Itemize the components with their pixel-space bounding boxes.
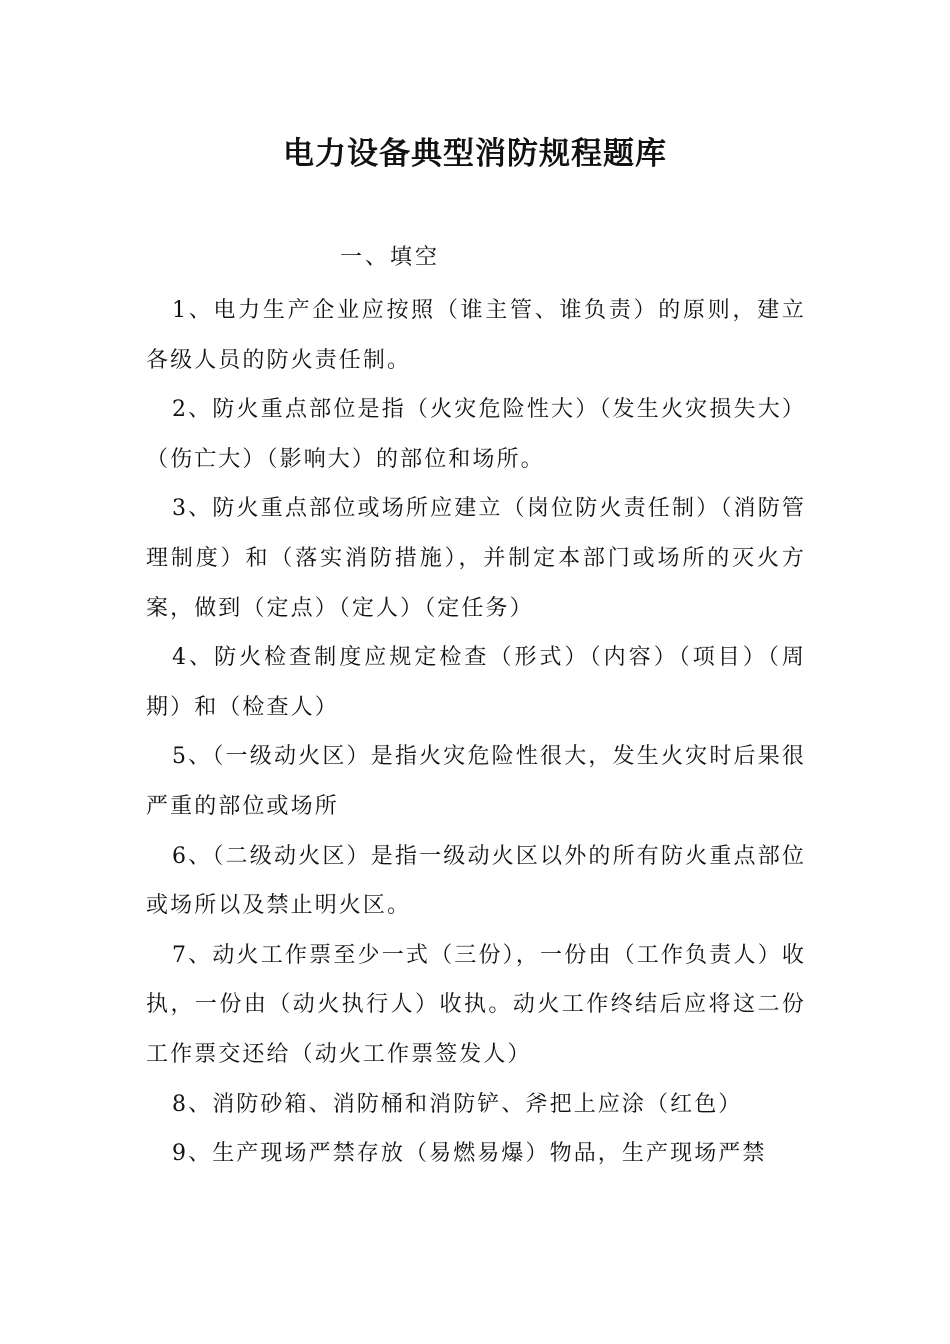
question-item-8: 8、消防砂箱、消防桶和消防铲、斧把上应涂（红色）	[172, 1091, 743, 1117]
question-list	[146, 286, 806, 1179]
question-item-5: 5、（一级动火区）是指火灾危险性很大，发生火灾时后果很严重的部位或场所	[146, 744, 806, 819]
question-item-2: 2、防火重点部位是指（火灾危险性大）（发生火灾损失大）（伤亡大）（影响大）的部位和场所。	[146, 397, 806, 472]
section-heading: 一、填空	[340, 245, 441, 270]
question-item-9: 9、生产现场严禁存放（易燃易爆）物品，生产现场严禁	[172, 1141, 767, 1167]
document-title: 电力设备典型消防规程题库	[283, 136, 667, 172]
question-item-6: 6、（二级动火区）是指一级动火区以外的所有防火重点部位或场所以及禁止明火区。	[146, 843, 806, 919]
question-item-1: 1、电力生产企业应按照（谁主管、谁负责）的原则，建立各级人员的防火责任制。	[146, 298, 806, 373]
question-item-7: 7、动火工作票至少一式（三份），一份由（工作负责人）收执，一份由（动火执行人）收执。动火工作终结后应将这二份工作票交还给（动火工作票签发人）	[146, 942, 806, 1067]
question-item-3: 3、防火重点部位或场所应建立（岗位防火责任制）（消防管理制度）和（落实消防措施），并制定本部门或场所的灭火方案，做到（定点）（定人）（定任务）	[146, 496, 806, 621]
question-item-4: 4、防火检查制度应规定检查（形式）（内容）（项目）（周期）和（检查人）	[146, 645, 806, 720]
